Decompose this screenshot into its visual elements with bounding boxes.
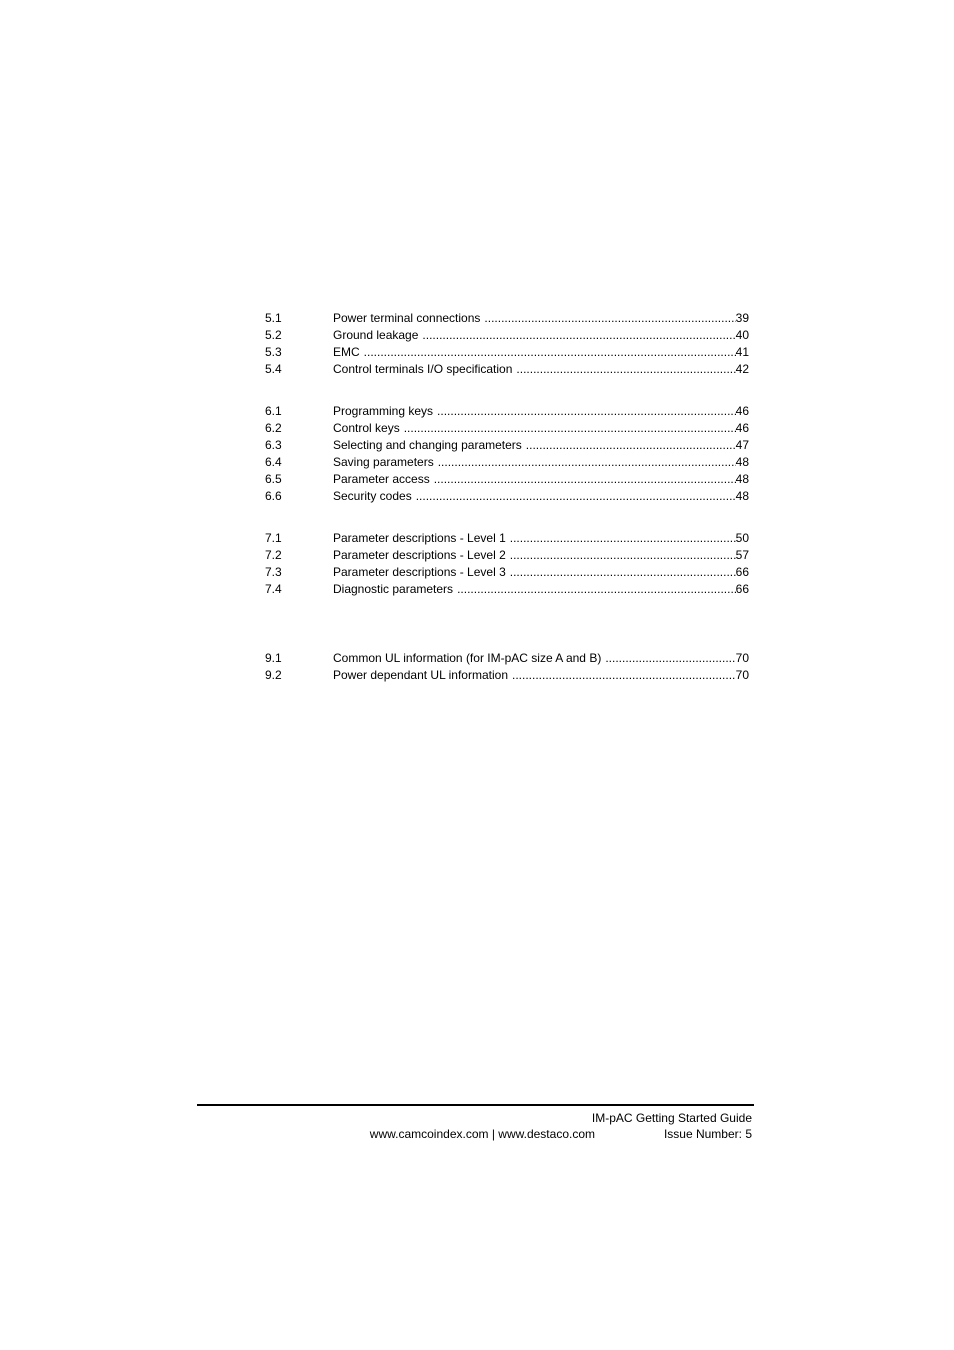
toc-group-section-5: [265, 310, 749, 378]
toc-entry-title: Diagnostic parameters: [333, 582, 454, 596]
toc-entry-title: Parameter descriptions - Level 3: [333, 565, 506, 579]
toc-entry-page: 42: [735, 362, 749, 376]
toc-leader-dots: [516, 361, 735, 378]
toc-leader-dots: [457, 581, 736, 598]
toc-entry-title: Selecting and changing parameters: [333, 438, 522, 452]
toc-entry[interactable]: [265, 530, 749, 547]
toc-leader-dots: [434, 471, 736, 488]
toc-entry-page: 46: [735, 421, 749, 435]
toc-entry-number: 9.2: [265, 668, 282, 682]
toc-entry-page: 66: [735, 582, 749, 596]
toc-entry-title: Power dependant UL information: [333, 668, 508, 682]
toc-entry-title: Programming keys: [333, 404, 434, 418]
toc-entry-number: 7.1: [265, 531, 282, 545]
footer-issue-number: Issue Number: 5: [663, 1127, 752, 1141]
toc-leader-dots: [364, 344, 736, 361]
toc-entry-text: [333, 564, 749, 581]
toc-leader-dots: [510, 530, 736, 547]
toc-entry[interactable]: [265, 650, 749, 667]
toc-entry-title: Control terminals I/O specification: [333, 362, 513, 376]
toc-entry-page: 47: [735, 438, 749, 452]
toc-entry-title: Parameter descriptions - Level 2: [333, 548, 506, 562]
toc-entry-text: [333, 471, 749, 488]
toc-entry[interactable]: [265, 437, 749, 454]
toc-entry-text: [333, 454, 749, 471]
footer-guide-title: IM-pAC Getting Started Guide: [591, 1111, 752, 1125]
toc-entry[interactable]: [265, 454, 749, 471]
toc-entry-number: 5.3: [265, 345, 282, 359]
toc-leader-dots: [437, 403, 736, 420]
toc-entry[interactable]: [265, 344, 749, 361]
toc-entry-text: [333, 344, 749, 361]
toc-leader-dots: [605, 650, 735, 667]
toc-entry-page: 70: [735, 651, 749, 665]
toc-entry-text: [333, 650, 749, 667]
toc-entry-page: 48: [735, 472, 749, 486]
toc-entry-number: 7.2: [265, 548, 282, 562]
toc-entry[interactable]: [265, 420, 749, 437]
toc-entry-number: 7.4: [265, 582, 282, 596]
toc-leader-dots: [510, 547, 736, 564]
toc-entry-text: [333, 420, 749, 437]
toc-entry-text: [333, 547, 749, 564]
toc-entry-page: 39: [735, 311, 749, 325]
toc-entry[interactable]: [265, 488, 749, 505]
toc-entry-number: 6.2: [265, 421, 282, 435]
toc-leader-dots: [510, 564, 736, 581]
toc-entry-page: 40: [735, 328, 749, 342]
toc-leader-dots: [512, 667, 736, 684]
toc-entry-number: 9.1: [265, 651, 282, 665]
toc-group-section-9: [265, 650, 749, 684]
toc-entry-number: 5.2: [265, 328, 282, 342]
toc-entry-title: Security codes: [333, 489, 412, 503]
toc-entry-text: [333, 667, 749, 684]
toc-entry-title: Ground leakage: [333, 328, 419, 342]
toc-entry[interactable]: [265, 564, 749, 581]
toc-entry-number: 5.4: [265, 362, 282, 376]
toc-entry[interactable]: [265, 667, 749, 684]
toc-leader-dots: [484, 310, 735, 327]
toc-entry-page: 66: [735, 565, 749, 579]
toc-group-section-6: [265, 403, 749, 505]
toc-entry-page: 57: [735, 548, 749, 562]
toc-leader-dots: [422, 327, 735, 344]
toc-leader-dots: [404, 420, 736, 437]
toc-entry[interactable]: [265, 327, 749, 344]
toc-entry[interactable]: [265, 361, 749, 378]
toc-leader-dots: [416, 488, 736, 505]
toc-entry-title: EMC: [333, 345, 360, 359]
toc-entry-text: [333, 530, 749, 547]
toc-entry-page: 48: [735, 489, 749, 503]
toc-entry-text: [333, 581, 749, 598]
toc-entry-page: 50: [735, 531, 749, 545]
toc-entry[interactable]: [265, 403, 749, 420]
toc-entry-text: [333, 437, 749, 454]
toc-entry-number: 6.6: [265, 489, 282, 503]
toc-entry[interactable]: [265, 310, 749, 327]
toc-entry-number: 6.4: [265, 455, 282, 469]
toc-entry-text: [333, 361, 749, 378]
toc-entry-title: Common UL information (for IM-pAC size A and B): [333, 651, 602, 665]
toc-entry-text: [333, 310, 749, 327]
toc-entry-title: Power terminal connections: [333, 311, 481, 325]
toc-group-section-7: [265, 530, 749, 598]
toc-entry-number: 6.5: [265, 472, 282, 486]
footer-divider: [197, 1104, 754, 1106]
toc-entry[interactable]: [265, 547, 749, 564]
toc-entry-number: 6.3: [265, 438, 282, 452]
toc-entry[interactable]: [265, 471, 749, 488]
toc-entry-page: 70: [735, 668, 749, 682]
toc-entry-page: 48: [735, 455, 749, 469]
toc-entry-title: Parameter access: [333, 472, 430, 486]
table-of-contents: [265, 310, 749, 709]
toc-entry-page: 46: [735, 404, 749, 418]
toc-entry-number: 6.1: [265, 404, 282, 418]
toc-entry-text: [333, 488, 749, 505]
toc-leader-dots: [438, 454, 736, 471]
toc-entry-title: Control keys: [333, 421, 400, 435]
toc-entry-text: [333, 403, 749, 420]
toc-entry-title: Saving parameters: [333, 455, 434, 469]
toc-entry-text: [333, 327, 749, 344]
toc-entry-page: 41: [735, 345, 749, 359]
toc-entry-number: 7.3: [265, 565, 282, 579]
toc-entry[interactable]: [265, 581, 749, 598]
toc-entry-title: Parameter descriptions - Level 1: [333, 531, 506, 545]
toc-entry-number: 5.1: [265, 311, 282, 325]
footer-websites: www.camcoindex.com | www.destaco.com: [369, 1127, 595, 1141]
toc-leader-dots: [526, 437, 736, 454]
